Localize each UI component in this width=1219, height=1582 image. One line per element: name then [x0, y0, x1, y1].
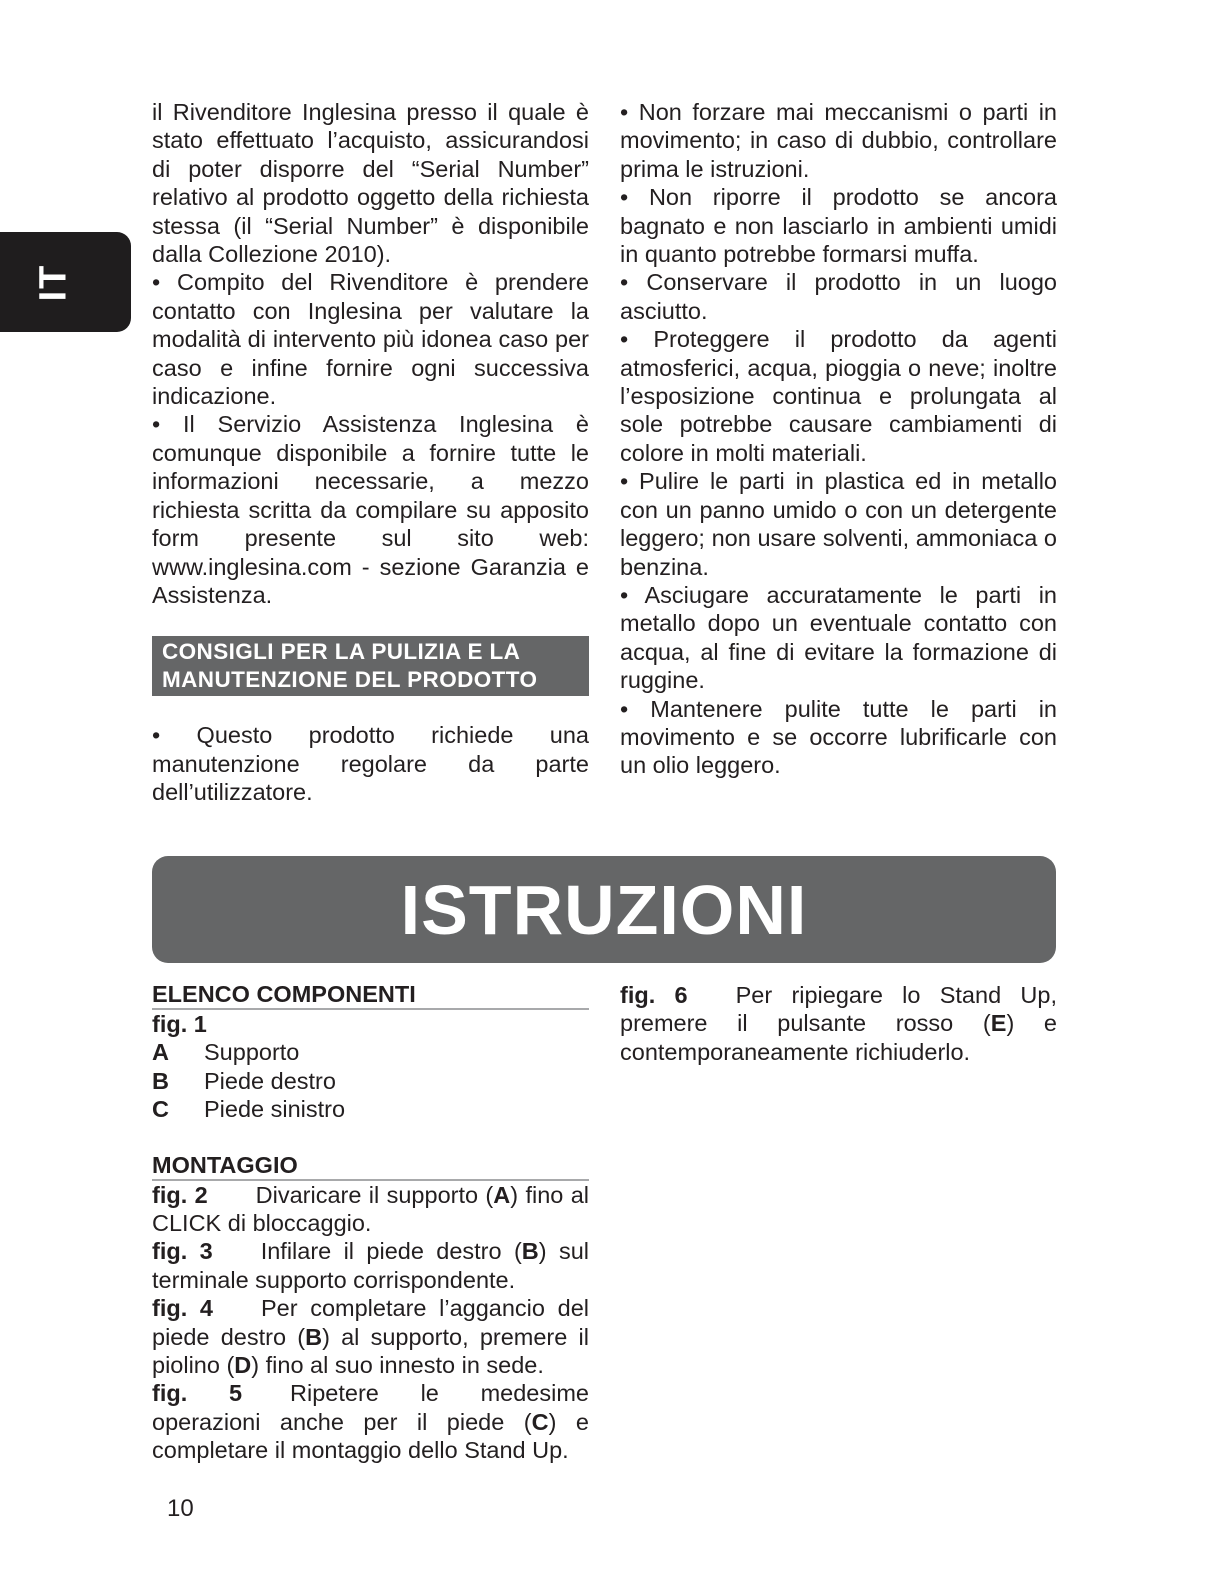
fig-6-step: fig. 6 Per ripiegare lo Stand Up, premere il pulsante rosso (E) e contemporaneamente richiuderlo. — [620, 982, 1057, 1065]
left-column-bottom — [152, 981, 589, 1465]
section-title-cleaning: CONSIGLI PER LA PULIZIA E LA MANUTENZIONE DEL PRODOTTO — [152, 636, 589, 696]
assembly-heading: MONTAGGIO — [152, 1152, 589, 1181]
fig-1-label: fig. 1 — [152, 1011, 207, 1037]
left-column-top — [152, 98, 589, 807]
banner-title: ISTRUZIONI — [400, 870, 808, 949]
care-bullet: • Asciugare accuratamente le parti in metallo dopo un eventuale contatto con acqua, al fine di evitare la formazione di ruggine. — [620, 581, 1057, 694]
fig-2-step: fig. 2 Divaricare il supporto (A) fino al CLICK di bloccaggio. — [152, 1181, 589, 1237]
care-bullet: • Non riporre il prodotto se ancora bagnato e non lasciarlo in ambienti umidi in quanto potrebbe formarsi muffa. — [620, 184, 1057, 268]
fig-3-step: fig. 3 Infilare il piede destro (B) sul terminale supporto corrispondente. — [152, 1238, 589, 1293]
language-tab — [0, 232, 131, 332]
warranty-paragraph: il Rivenditore Inglesina presso il quale è stato effettuato l’acquisto, assicurandosi di poter disporre del “Serial Number” relativo al prodotto oggetto della richiesta stessa (il “Serial Number” è disponibile dalla Collezione 2010). — [152, 99, 589, 268]
component-row — [152, 1038, 589, 1066]
care-bullet: • Mantenere pulite tutte le parti in movimento e se occorre lubrificarle con un olio leggero. — [620, 695, 1057, 779]
component-label: Piede sinistro — [204, 1096, 346, 1123]
fig-5-label: fig. 5 — [152, 1380, 243, 1407]
fig-5-step: fig. 5 Ripetere le medesime operazioni anche per il piede (C) e completare il montaggio dello Stand Up. — [152, 1380, 589, 1464]
care-bullet: • Conservare il prodotto in un luogo asciutto. — [620, 269, 1057, 324]
fig-4-label: fig. 4 — [152, 1295, 213, 1322]
component-label: Piede destro — [204, 1067, 336, 1094]
language-code: IT — [32, 263, 74, 301]
maintenance-bullet: • Questo prodotto richiede una manutenzione regolare da parte dell’utilizzatore. — [152, 722, 589, 806]
care-bullet: • Pulire le parti in plastica ed in metallo con un panno umido o con un detergente leggero; non usare solventi, ammoniaca o benzina. — [620, 468, 1057, 580]
right-column-top — [620, 98, 1057, 780]
component-label: Supporto — [204, 1039, 300, 1066]
fig-4-step: fig. 4 Per completare l’aggancio del piede destro (B) al supporto, premere il piolino (D) fino al suo innesto in sede. — [152, 1295, 589, 1379]
right-column-bottom — [620, 981, 1057, 1066]
fig-3-label: fig. 3 — [152, 1238, 213, 1265]
care-bullet: • Proteggere il prodotto da agenti atmosferici, acqua, pioggia o neve; inoltre l’esposizione continua e prolungata al sole potrebbe causare cambiamenti di colore in molti materiali. — [620, 326, 1057, 466]
components-heading: ELENCO COMPONENTI — [152, 981, 589, 1010]
component-key: C — [152, 1096, 169, 1123]
instructions-banner — [152, 856, 1056, 963]
component-key: A — [152, 1039, 169, 1066]
fig-6-label: fig. 6 — [620, 982, 688, 1008]
component-row — [152, 1067, 589, 1095]
dealer-bullet: • Compito del Rivenditore è prendere contatto con Inglesina per valutare la modalità di intervento più idonea caso per caso e infine fornire ogni successiva indicazione. — [152, 269, 589, 410]
page-number: 10 — [167, 1495, 194, 1522]
component-key: B — [152, 1067, 169, 1094]
component-row — [152, 1095, 589, 1123]
service-bullet: • Il Servizio Assistenza Inglesina è comunque disponibile a fornire tutte le informazioni necessarie, a mezzo richiesta scritta da compilare su apposito form presente sul sito web: www.inglesina.com - sezione Garanzia e Assistenza. — [152, 411, 589, 608]
fig-2-label: fig. 2 — [152, 1181, 208, 1208]
care-bullet: • Non forzare mai meccanismi o parti in movimento; in caso di dubbio, controllare prima le istruzioni. — [620, 99, 1057, 182]
